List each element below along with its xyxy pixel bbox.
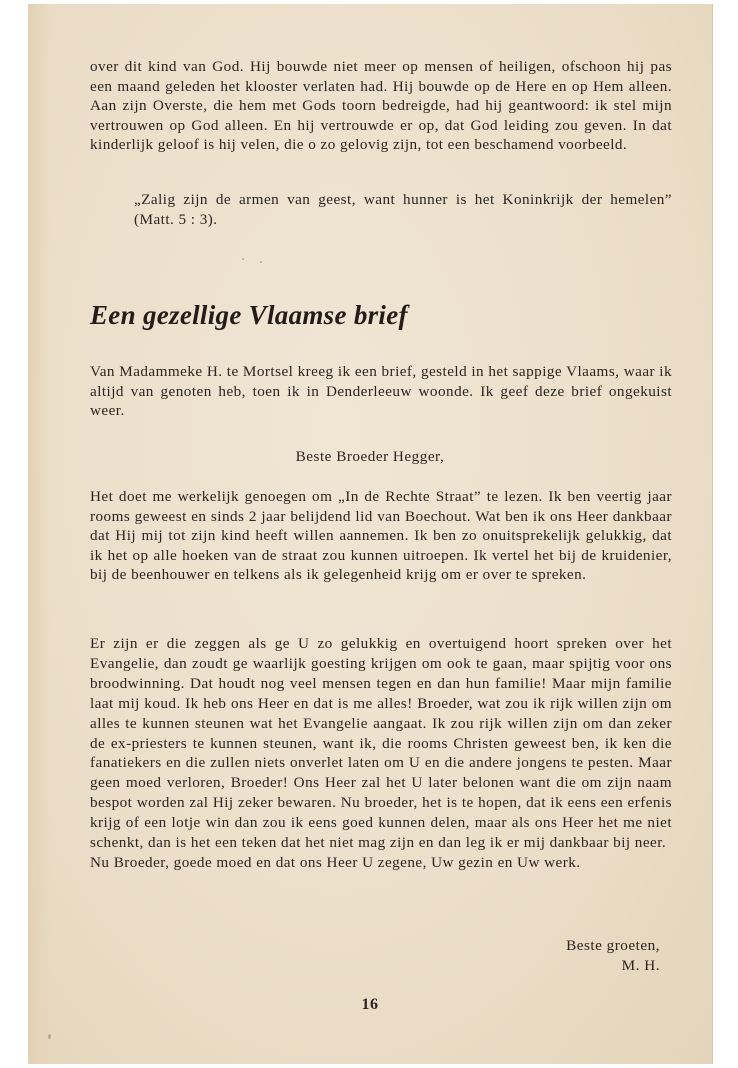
letter-salutation: Beste Broeder Hegger, (295, 448, 445, 465)
paper-speck (260, 261, 262, 263)
bible-quote-block (134, 190, 672, 229)
letter-body-1 (90, 487, 672, 585)
book-page (28, 4, 712, 1064)
intro-block (90, 362, 672, 421)
paper-speck (242, 258, 244, 260)
paragraph-4: Er zijn er die zeggen als ge U zo gelukkig en overtuigend hoort spreken over het Evangelie, dan zoudt ge waarlijk goesting krijgen om ook te gaan, maar spijtig voor ons broodwinning. Dat houdt nog veel mensen tegen en dan hun familie! Maar mijn familie laat mij koud. Ik heb ons Heer en dat is me alles! Broeder, wat zou ik rijk willen zijn om alles te kunnen steunen wat het Evangelie aangaat. Ik zou rijk willen zijn om dan zeker de ex-priesters te kunnen steunen, want ik, die rooms Christen geweest ben, ik ken die fanatiekers en die zullen niets onverlet laten om U en die andere jongens te pesten. Maar geen moed verloren, Broeder! Ons Heer zal het U later belonen want die om zijn naam bespot worden zal Hij zeker bewaren. Nu broeder, het is te hopen, dat ik eens een erfenis krijg of een lotje win dan zou ik eens goed kunnen delen, maar als ons Heer het me niet schenkt, dan is het een teken dat het niet mag zijn en dan leg ik er mij dankbaar bij neer. (90, 635, 672, 852)
paragraph-1: over dit kind van God. Hij bouwde niet meer op mensen of heiligen, ofschoon hij pas een maand geleden het klooster verlaten had. Hij bouwde op de Here en op Hem alleen. Aan zijn Overste, die hem met Gods toorn bedreigde, had hij geantwoord: ik stel mijn vertrouwen op God alleen. En hij vertrouwde er op, dat God leiding zou geven. In dat kinderlijk geloof is hij velen, die o zo gelovig zijn, tot een beschamend voorbeeld. (90, 58, 672, 154)
closing-initials: M. H. (621, 956, 660, 974)
letter-body-2 (90, 634, 672, 873)
page-number: 16 (361, 996, 379, 1013)
section-heading: Een gezellige Vlaamse brief (90, 300, 408, 330)
letter-closing (566, 936, 660, 976)
paragraph-3: Het doet me werkelijk genoegen om „In de Rechte Straat” te lezen. Ik ben veertig jaar rooms geweest en sinds 2 jaar belijdend lid van Boechout. Wat ben ik ons Heer dankbaar dat Hij mij tot zijn kind heeft willen aannemen. Ik ben zo onuitsprekelijk gelukkig, dat ik het op alle hoeken van de straat zou kunnen uitroepen. Ik vertel het bij de kruidenier, bij de beenhouwer en telkens als ik gelegenheid krijg om er over te spreken. (90, 488, 672, 584)
bible-quote: „Zalig zijn de armen van geest, want hunner is het Koninkrijk der hemelen” (Matt. 5 : 3). (134, 191, 672, 228)
text-block-top (90, 57, 672, 155)
paragraph-2: Van Madammeke H. te Mortsel kreeg ik een brief, gesteld in het sappige Vlaams, waar ik altijd van genoten heb, toen ik in Denderleeuw woonde. Ik geef deze brief ongekuist weer. (90, 363, 672, 420)
paragraph-5: Nu Broeder, goede moed en dat ons Heer U zegene, Uw gezin en Uw werk. (90, 853, 581, 871)
paper-speck (48, 1034, 51, 1039)
closing-greeting: Beste groeten, (566, 937, 660, 954)
